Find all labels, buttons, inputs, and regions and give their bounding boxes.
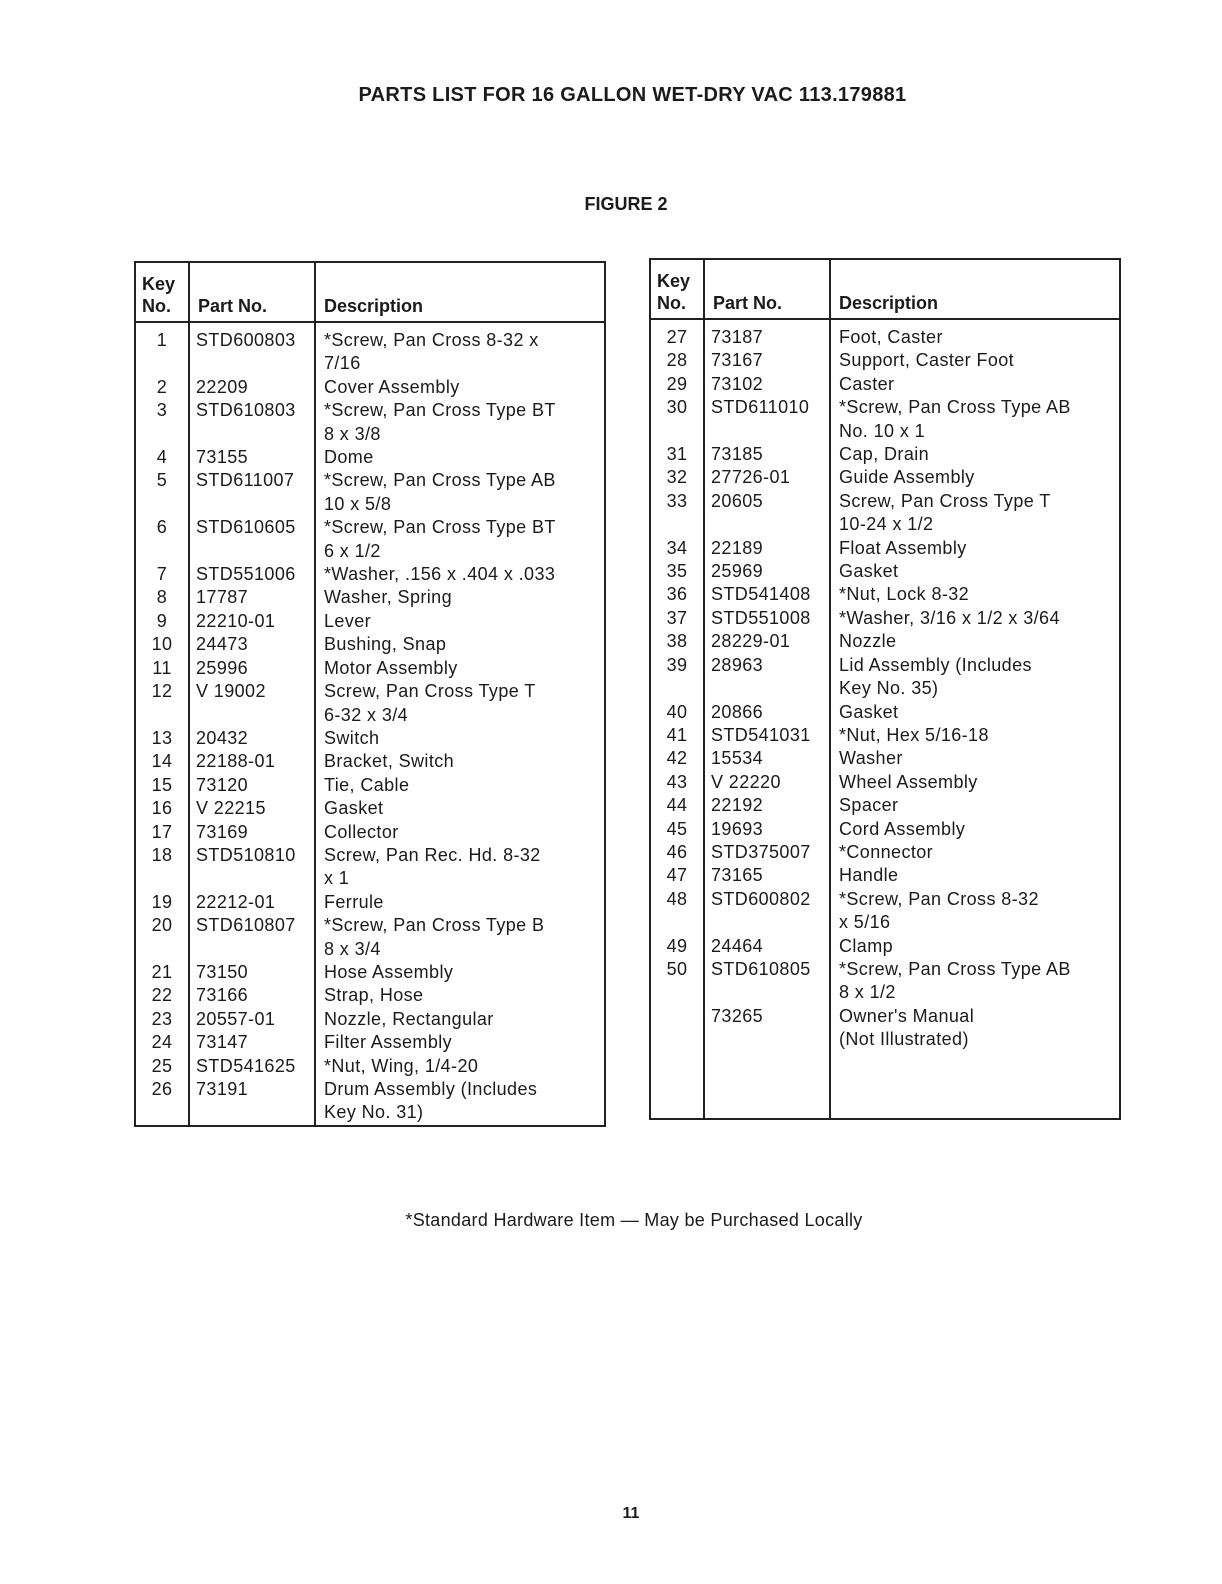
part-no-cell: 73166 (189, 984, 315, 1007)
table-row (650, 396, 1120, 443)
part-no-cell: 22209 (189, 376, 315, 399)
part-no-cell: 19693 (704, 818, 830, 841)
part-no-cell: 73265 (704, 1005, 830, 1052)
description-cell: Owner's Manual (Not Illustrated) (830, 1005, 1120, 1052)
parts-table-left (134, 261, 606, 1127)
key-no-cell: 40 (650, 701, 704, 724)
key-no-cell: 11 (135, 657, 189, 680)
key-no-cell: 35 (650, 560, 704, 583)
description-cell: Strap, Hose (315, 984, 605, 1007)
key-no-cell: 45 (650, 818, 704, 841)
description-cell: Tie, Cable (315, 774, 605, 797)
table-row (650, 349, 1120, 372)
table-row (650, 724, 1120, 747)
key-no-cell: 7 (135, 563, 189, 586)
filler-row (135, 1125, 605, 1126)
table-row (650, 864, 1120, 887)
description-cell: Motor Assembly (315, 657, 605, 680)
part-no-cell: 22212-01 (189, 891, 315, 914)
key-no-cell: 12 (135, 680, 189, 727)
part-no-cell: 73185 (704, 443, 830, 466)
key-no-cell: 15 (135, 774, 189, 797)
description-cell: Foot, Caster (830, 319, 1120, 349)
table-row (135, 961, 605, 984)
key-no-cell: 38 (650, 630, 704, 653)
header-key-no (650, 259, 704, 319)
footnote: *Standard Hardware Item — May be Purchased Locally (405, 1210, 863, 1230)
part-no-cell: V 19002 (189, 680, 315, 727)
description-cell: Dome (315, 446, 605, 469)
table-row (135, 446, 605, 469)
table-row (135, 750, 605, 773)
table-row (650, 771, 1120, 794)
description-cell: Guide Assembly (830, 466, 1120, 489)
description-cell: Lid Assembly (Includes Key No. 35) (830, 654, 1120, 701)
part-no-cell: STD600803 (189, 322, 315, 376)
table-row (135, 469, 605, 516)
part-no-cell: 28229-01 (704, 630, 830, 653)
key-no-cell: 10 (135, 633, 189, 656)
part-no-cell: STD610605 (189, 516, 315, 563)
table-row (650, 794, 1120, 817)
description-cell: Gasket (830, 560, 1120, 583)
part-no-cell: STD610803 (189, 399, 315, 446)
description-cell: Collector (315, 821, 605, 844)
description-cell: Float Assembly (830, 537, 1120, 560)
part-no-cell: 20432 (189, 727, 315, 750)
key-no-cell: 3 (135, 399, 189, 446)
header-key-line1: Key (142, 274, 176, 294)
part-no-cell: 73150 (189, 961, 315, 984)
table-row (135, 1078, 605, 1125)
table-row (650, 443, 1120, 466)
figure-label: FIGURE 2 (584, 194, 668, 214)
table-row (650, 607, 1120, 630)
table-row (650, 537, 1120, 560)
table-row (650, 888, 1120, 935)
table-row (135, 1031, 605, 1054)
table-row (135, 586, 605, 609)
key-no-cell: 4 (135, 446, 189, 469)
table-row (650, 818, 1120, 841)
parts-table-right-body (650, 319, 1120, 1119)
header-key-line2: No. (657, 293, 686, 313)
filler-cell (830, 1052, 1120, 1119)
table-row (135, 563, 605, 586)
description-cell: *Screw, Pan Cross 8-32 x 5/16 (830, 888, 1120, 935)
description-cell: *Washer, 3/16 x 1/2 x 3/64 (830, 607, 1120, 630)
description-cell: Washer, Spring (315, 586, 605, 609)
description-cell: *Screw, Pan Cross Type AB 8 x 1/2 (830, 958, 1120, 1005)
table-header-row (135, 262, 605, 322)
key-no-cell: 1 (135, 322, 189, 376)
table-row (650, 373, 1120, 396)
table-row (135, 844, 605, 891)
description-cell: *Screw, Pan Cross Type B 8 x 3/4 (315, 914, 605, 961)
key-no-cell: 36 (650, 583, 704, 606)
header-description: Description (315, 262, 605, 322)
part-no-cell: 28963 (704, 654, 830, 701)
table-row (135, 821, 605, 844)
description-cell: Spacer (830, 794, 1120, 817)
part-no-cell: 22210-01 (189, 610, 315, 633)
table-row (650, 583, 1120, 606)
table-row (135, 1055, 605, 1078)
table-row (135, 984, 605, 1007)
part-no-cell: 73147 (189, 1031, 315, 1054)
key-no-cell: 41 (650, 724, 704, 747)
part-no-cell: STD551008 (704, 607, 830, 630)
description-cell: Ferrule (315, 891, 605, 914)
part-no-cell: STD541031 (704, 724, 830, 747)
part-no-cell: 27726-01 (704, 466, 830, 489)
key-no-cell: 47 (650, 864, 704, 887)
part-no-cell: STD611007 (189, 469, 315, 516)
description-cell: Caster (830, 373, 1120, 396)
table-row (135, 774, 605, 797)
part-no-cell: 73187 (704, 319, 830, 349)
key-no-cell: 34 (650, 537, 704, 560)
filler-cell (135, 1125, 189, 1126)
header-key-no (135, 262, 189, 322)
description-cell: Wheel Assembly (830, 771, 1120, 794)
table-row (135, 399, 605, 446)
page-number: 11 (622, 1505, 640, 1522)
key-no-cell: 28 (650, 349, 704, 372)
part-no-cell: 22188-01 (189, 750, 315, 773)
table-row (135, 914, 605, 961)
part-no-cell: 25969 (704, 560, 830, 583)
key-no-cell: 20 (135, 914, 189, 961)
key-no-cell: 13 (135, 727, 189, 750)
key-no-cell: 17 (135, 821, 189, 844)
filler-cell (650, 1052, 704, 1119)
part-no-cell: STD610807 (189, 914, 315, 961)
parts-table-right (649, 258, 1121, 1120)
part-no-cell: 73120 (189, 774, 315, 797)
description-cell: Cover Assembly (315, 376, 605, 399)
description-cell: Nozzle, Rectangular (315, 1008, 605, 1031)
description-cell: *Nut, Hex 5/16-18 (830, 724, 1120, 747)
key-no-cell: 19 (135, 891, 189, 914)
description-cell: Switch (315, 727, 605, 750)
key-no-cell: 49 (650, 935, 704, 958)
description-cell: *Washer, .156 x .404 x .033 (315, 563, 605, 586)
part-no-cell: 25996 (189, 657, 315, 680)
description-cell: Drum Assembly (Includes Key No. 31) (315, 1078, 605, 1125)
description-cell: *Screw, Pan Cross Type AB 10 x 5/8 (315, 469, 605, 516)
filler-cell (189, 1125, 315, 1126)
table-row (135, 633, 605, 656)
table-row (650, 935, 1120, 958)
description-cell: Filter Assembly (315, 1031, 605, 1054)
key-no-cell: 46 (650, 841, 704, 864)
part-no-cell: STD541625 (189, 1055, 315, 1078)
key-no-cell: 43 (650, 771, 704, 794)
part-no-cell: V 22220 (704, 771, 830, 794)
header-description: Description (830, 259, 1120, 319)
table-row (650, 654, 1120, 701)
part-no-cell: 22192 (704, 794, 830, 817)
key-no-cell: 44 (650, 794, 704, 817)
key-no-cell: 18 (135, 844, 189, 891)
table-row (650, 747, 1120, 770)
key-no-cell: 21 (135, 961, 189, 984)
filler-cell (704, 1052, 830, 1119)
key-no-cell: 50 (650, 958, 704, 1005)
key-no-cell: 29 (650, 373, 704, 396)
key-no-cell (650, 1005, 704, 1052)
filler-row (650, 1052, 1120, 1119)
description-cell: Screw, Pan Cross Type T 10-24 x 1/2 (830, 490, 1120, 537)
description-cell: *Screw, Pan Cross Type AB No. 10 x 1 (830, 396, 1120, 443)
description-cell: Gasket (830, 701, 1120, 724)
description-cell: *Connector (830, 841, 1120, 864)
part-no-cell: STD610805 (704, 958, 830, 1005)
table-row (135, 727, 605, 750)
key-no-cell: 30 (650, 396, 704, 443)
part-no-cell: V 22215 (189, 797, 315, 820)
description-cell: Screw, Pan Rec. Hd. 8-32 x 1 (315, 844, 605, 891)
key-no-cell: 22 (135, 984, 189, 1007)
key-no-cell: 2 (135, 376, 189, 399)
key-no-cell: 42 (650, 747, 704, 770)
description-cell: *Screw, Pan Cross 8-32 x 7/16 (315, 322, 605, 376)
key-no-cell: 48 (650, 888, 704, 935)
description-cell: Washer (830, 747, 1120, 770)
key-no-cell: 26 (135, 1078, 189, 1125)
part-no-cell: 73167 (704, 349, 830, 372)
key-no-cell: 37 (650, 607, 704, 630)
key-no-cell: 39 (650, 654, 704, 701)
part-no-cell: 20557-01 (189, 1008, 315, 1031)
part-no-cell: 73102 (704, 373, 830, 396)
part-no-cell: STD375007 (704, 841, 830, 864)
header-part-no: Part No. (189, 262, 315, 322)
part-no-cell: 20866 (704, 701, 830, 724)
table-row (135, 680, 605, 727)
header-key-line1: Key (657, 271, 691, 291)
key-no-cell: 23 (135, 1008, 189, 1031)
table-row (650, 466, 1120, 489)
table-row (135, 797, 605, 820)
table-row (650, 701, 1120, 724)
description-cell: Support, Caster Foot (830, 349, 1120, 372)
part-no-cell: STD541408 (704, 583, 830, 606)
key-no-cell: 8 (135, 586, 189, 609)
part-no-cell: STD551006 (189, 563, 315, 586)
key-no-cell: 27 (650, 319, 704, 349)
table-row (135, 322, 605, 376)
table-row (135, 1008, 605, 1031)
table-header-row (650, 259, 1120, 319)
part-no-cell: 24473 (189, 633, 315, 656)
description-cell: Handle (830, 864, 1120, 887)
part-no-cell: 22189 (704, 537, 830, 560)
part-no-cell: 15534 (704, 747, 830, 770)
description-cell: Hose Assembly (315, 961, 605, 984)
header-key-line2: No. (142, 296, 171, 316)
table-row (650, 841, 1120, 864)
description-cell: Lever (315, 610, 605, 633)
key-no-cell: 24 (135, 1031, 189, 1054)
description-cell: *Nut, Lock 8-32 (830, 583, 1120, 606)
table-row (135, 610, 605, 633)
description-cell: *Nut, Wing, 1/4-20 (315, 1055, 605, 1078)
key-no-cell: 6 (135, 516, 189, 563)
table-row (650, 319, 1120, 349)
description-cell: Cap, Drain (830, 443, 1120, 466)
key-no-cell: 16 (135, 797, 189, 820)
filler-cell (315, 1125, 605, 1126)
table-row (135, 891, 605, 914)
key-no-cell: 31 (650, 443, 704, 466)
table-row (650, 958, 1120, 1005)
table-row (650, 1005, 1120, 1052)
header-part-no: Part No. (704, 259, 830, 319)
description-cell: *Screw, Pan Cross Type BT 6 x 1/2 (315, 516, 605, 563)
parts-table-left-body (135, 322, 605, 1126)
part-no-cell: STD600802 (704, 888, 830, 935)
part-no-cell: 24464 (704, 935, 830, 958)
key-no-cell: 5 (135, 469, 189, 516)
part-no-cell: 20605 (704, 490, 830, 537)
description-cell: Cord Assembly (830, 818, 1120, 841)
description-cell: Nozzle (830, 630, 1120, 653)
key-no-cell: 32 (650, 466, 704, 489)
part-no-cell: STD510810 (189, 844, 315, 891)
description-cell: Gasket (315, 797, 605, 820)
part-no-cell: 73191 (189, 1078, 315, 1125)
key-no-cell: 9 (135, 610, 189, 633)
description-cell: Bracket, Switch (315, 750, 605, 773)
key-no-cell: 33 (650, 490, 704, 537)
part-no-cell: 73155 (189, 446, 315, 469)
description-cell: *Screw, Pan Cross Type BT 8 x 3/8 (315, 399, 605, 446)
table-row (650, 560, 1120, 583)
table-row (135, 376, 605, 399)
description-cell: Clamp (830, 935, 1120, 958)
part-no-cell: 73169 (189, 821, 315, 844)
description-cell: Screw, Pan Cross Type T 6-32 x 3/4 (315, 680, 605, 727)
part-no-cell: STD611010 (704, 396, 830, 443)
description-cell: Bushing, Snap (315, 633, 605, 656)
part-no-cell: 73165 (704, 864, 830, 887)
table-row (135, 516, 605, 563)
key-no-cell: 25 (135, 1055, 189, 1078)
page-title: PARTS LIST FOR 16 GALLON WET-DRY VAC 113.179881 (358, 84, 907, 106)
table-row (135, 657, 605, 680)
table-row (650, 490, 1120, 537)
key-no-cell: 14 (135, 750, 189, 773)
part-no-cell: 17787 (189, 586, 315, 609)
table-row (650, 630, 1120, 653)
